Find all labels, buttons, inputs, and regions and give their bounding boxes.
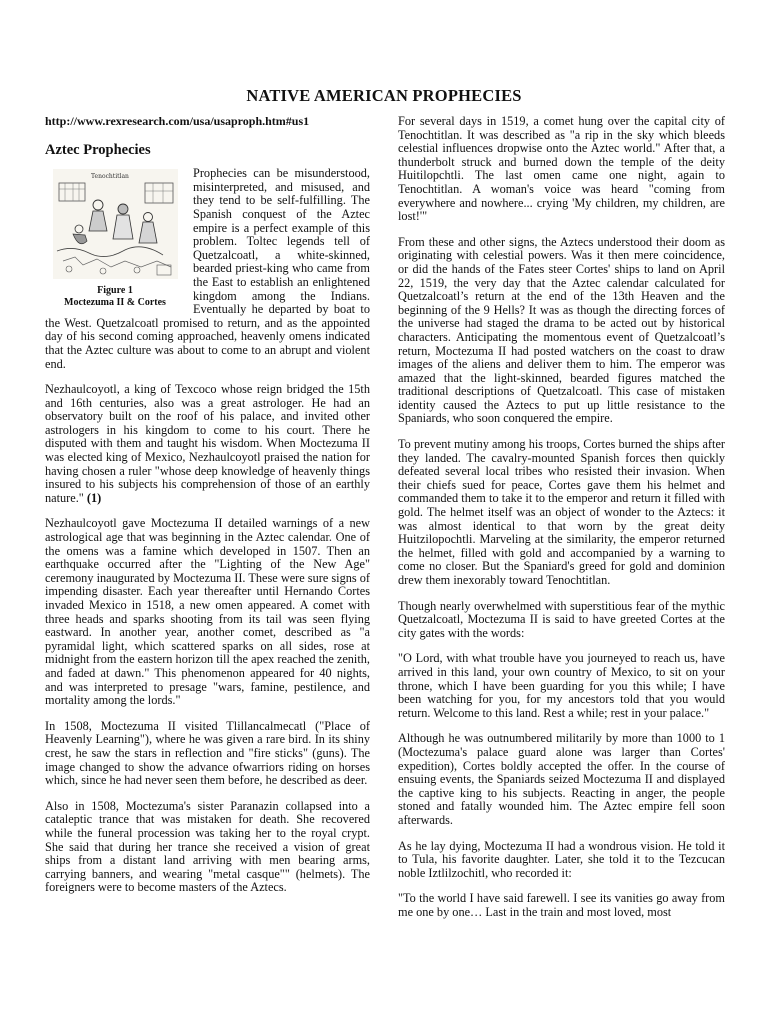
right-paragraph-6: Although he was outnumbered militarily by more than 1000 to 1 (Moctezuma's palace guard alone was larger than Cortes' expedition), Cortes boldly accepted the offer. In the course of ensuing events, the Spaniards seized Moctezuma II and displayed the captive king to his subjects. Reacting in anger, the people stoned and fatally wounded him. The Aztec empire fell soon afterwards.: [398, 731, 725, 827]
right-paragraph-7: As he lay dying, Moctezuma II had a wondrous vision. He told it to Tula, his favorite daughter. Later, she told it to the Tezcucan noble Iztlilzochitl, who recorded it:: [398, 838, 725, 880]
section-heading: Aztec Prophecies: [45, 141, 151, 158]
right-paragraph-8: "To the world I have said farewell. I see its vanities go away from me one by one… Last in the train and most loved, most: [398, 891, 725, 919]
left-paragraph-2: [45, 383, 370, 505]
right-column: [398, 115, 725, 931]
right-paragraph-4: Though nearly overwhelmed with superstitious fear of the mythic Quetzalcoatl, Moctezuma II is said to have greeted Cortes at the city gates with the words:: [398, 598, 725, 640]
source-url[interactable]: http://www.rexresearch.com/usa/usaproph.htm#us1: [45, 114, 310, 128]
left-column: [45, 115, 370, 907]
codex-illustration: [53, 169, 178, 279]
illustration-label: Tenochtitlan: [90, 173, 129, 181]
left-paragraph-1: Prophecies can be misunderstood, misinterpreted, and misused, and they tend to be self-fulfilling. The Spanish conquest of the Aztec empire is a perfect example of this problem. Toltec legends tell of Quetzalcoatl, a white-skinned, bearded priest-king who came from the East to establish an enlightened kingdom among the Indians. Eventually he departed by boat to the West. Quetzalcoatl promised to return, and as the appointed day of his second coming approached, heavenly omens indicated that the Aztec culture was about to come to an abrupt and violent end.: [45, 166, 370, 371]
right-paragraph-3: To prevent mutiny among his troops, Cortes burned the ships after they landed. The cavalry-mounted Spanish forces then quickly defeated several local tribes who resisted their invasion. When their chiefs sued for peace, Cortes gave them his helmet and commanded them to take it to the emperor and return it filled with gold. The helmet itself was an object of wonder to the Aztecs: it was almost identical to that worn by the great deity Huitzilopochtli. Marveling at the similarity, the emperor returned the helmet, filled with gold and accompanied by a warning to come no closer. But the Spaniard's greed for gold and dominion drew them inexorably toward Tenochtitlan.: [398, 437, 725, 587]
left-paragraph-5: Also in 1508, Moctezuma's sister Paranazin collapsed into a cataleptic trance that was mistaken for death. She recovered while the funeral procession was taking her to the royal crypt. She said that during her trance she received a vision of great ships from a distant land arriving with men bearing arms, carrying banners, and wearing "metal casque"" (helmets). The foreigners were to become masters of the Aztecs.: [45, 798, 370, 895]
left-paragraph-4: In 1508, Moctezuma II visited Tlillancalmecatl ("Place of Heavenly Learning"), where he was given a rare bird. In its shiny crest, he saw the stars in reflection and "fire sticks" (guns). The image changed to show the advance ofwarriors riding on horses which, since he had never seen them before, he described as deer.: [45, 718, 370, 788]
right-paragraph-1: For several days in 1519, a comet hung over the capital city of Tenochtitlan. It was described as "a rip in the sky which bleeds celestial influences dropwise onto the Aztec world." After that, a thunderbolt struck and burned down the temple of the deity Huitilopchtli. The last omen came one night, again to Tenochtitlan. A woman's voice was heard "coming from everywhere and nowhere... crying 'My children, my children, are lost!'": [398, 114, 725, 224]
figure-caption-title: Moctezuma II & Cortes: [64, 297, 166, 309]
reference-marker: (1): [86, 490, 102, 505]
figure-1: [45, 169, 185, 309]
right-paragraph-2: From these and other signs, the Aztecs understood their doom as originating with celestial powers. Was it then mere coincidence, or did the hands of the Fates steer Cortes' ships to land on April 22, 1519, the very day that the Aztec calendar calculated for Quetzalcoatl’s return at the end of the 13th Heaven and the beginning of the 9 Hells? It was as though the directing forces of the universe had staged the drama to be acted out by historical characters. Anticipating the momentous event of Quetzalcoatl’s return, Moctezuma II had posted watchers on the coast to draw images of the aliens and deliver them to him. The emperor was amazed that the light-skinned, bearded figures matched the traditional descriptions of Quetzalcoatl. This case of mistaken identity caused the Aztecs to put up little resistance to the Spaniards, who soon conquered the empire.: [398, 234, 725, 426]
figure-caption-number: Figure 1: [97, 285, 133, 297]
left-paragraph-3: Nezhaulcoyotl gave Moctezuma II detailed warnings of a new astrological age that was beginning in the Aztec calendar. One of the omens was a famine which developed in 1507. Then an earthquake occurred after the "Lighting of the New Age" ceremony inaugurated by Moctezuma II. These were sure signs of impending disaster. Each year thereafter until Hernando Cortes invaded Mexico in 1518, a new omen appeared. A comet with three heads and sparks shooting from its tail was seen flying eastward. In another year, another comet, described as "a pyramidal light, which scattered sparks on all sides, rose at midnight from the eastern horizon till the apex reached the zenith, and faded at dawn." This phenomenon appeared for 40 nights, and was interpreted to presage "wars, famine, pestilence, and mortality among the lords.": [45, 516, 370, 708]
right-paragraph-5: "O Lord, with what trouble have you journeyed to reach us, have arrived in this land, your own country of Mexico, to sit on your throne, which I have been guarding for you this while; I have been watching for you, for my ancestors told that you would return. Welcome to this land. Rest a while; rest in your palace.": [398, 651, 725, 720]
paragraph-text: Nezhaulcoyotl, a king of Texcoco whose reign bridged the 15th and 16th centuries, also was a great astrologer. He had an observatory built on the roof of his palace, and invited other astrologers in his kingdom to come to his court. There he disputed with them and taught his wisdom. When Moctezuma II was elected king of Mexico, Nezhaulcoyotl praised the nation for having chosen a ruler "whose deep knowledge of heavenly things insured to his subjects his comprehension of those of an earthly nature.": [45, 382, 370, 505]
page-title: NATIVE AMERICAN PROPHECIES: [246, 86, 522, 105]
